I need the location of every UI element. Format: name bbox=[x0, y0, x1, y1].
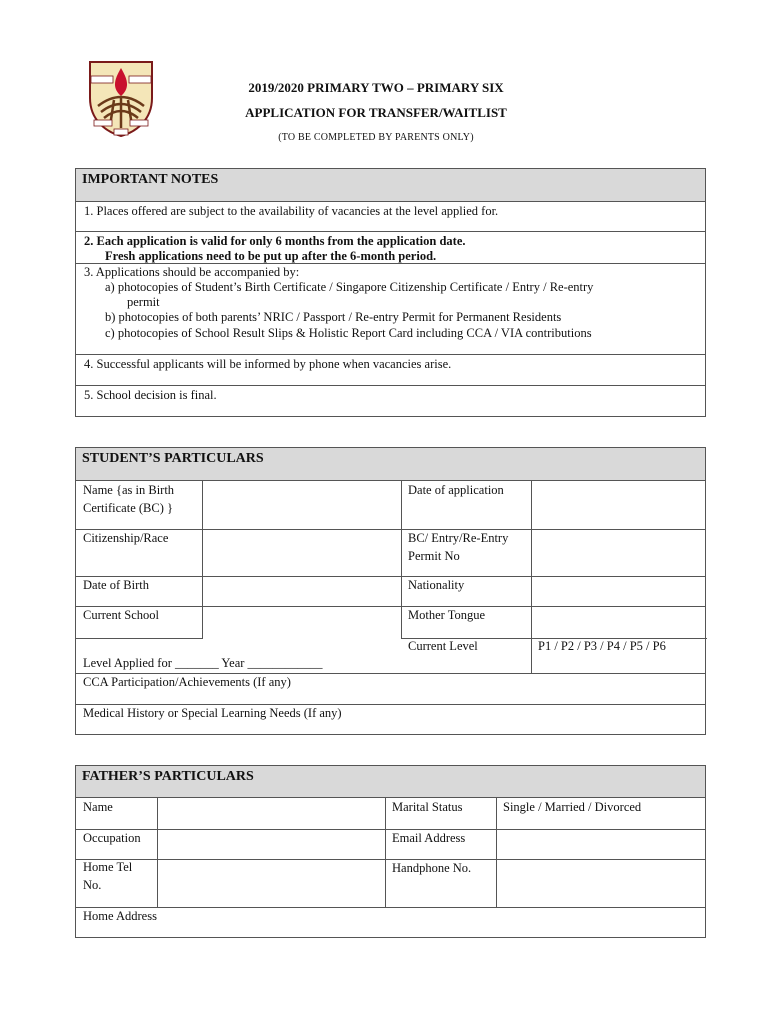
note-3: 3. Applications should be accompanied by: bbox=[84, 265, 300, 279]
marital-status-label: Marital Status bbox=[392, 800, 463, 814]
student-name-label: Name {as in Birth Certificate (BC) } bbox=[83, 483, 175, 515]
mother-tongue-input[interactable] bbox=[532, 607, 706, 638]
note-2: 2. Each application is valid for only 6 months from the application date. bbox=[84, 234, 466, 248]
occupation-label: Occupation bbox=[83, 831, 141, 845]
form-title-line2: APPLICATION FOR TRANSFER/WAITLIST bbox=[245, 105, 507, 120]
marital-status-options[interactable]: Single / Married / Divorced bbox=[503, 800, 642, 814]
date-of-application-input[interactable] bbox=[532, 481, 706, 529]
current-school-input[interactable] bbox=[203, 607, 401, 638]
note-3a: a) photocopies of Student’s Birth Certificate / Singapore Citizenship Certificate / Entry / Re-entry bbox=[105, 280, 594, 294]
form-subtitle: (TO BE COMPLETED BY PARENTS ONLY) bbox=[278, 132, 474, 143]
home-tel-input[interactable] bbox=[158, 860, 385, 907]
current-level-label: Current Level bbox=[408, 639, 478, 653]
note-2-cont: Fresh applications need to be put up after the 6-month period. bbox=[105, 249, 437, 263]
note-5: 5. School decision is final. bbox=[84, 388, 217, 402]
important-notes-title: IMPORTANT NOTES bbox=[76, 169, 705, 202]
nationality-label: Nationality bbox=[408, 578, 465, 592]
form-title-line1: 2019/2020 PRIMARY TWO – PRIMARY SIX bbox=[248, 80, 504, 95]
date-of-application-label: Date of application bbox=[408, 483, 504, 497]
father-name-input[interactable] bbox=[158, 799, 385, 829]
citizenship-race-input[interactable] bbox=[203, 530, 401, 576]
note-3b: b) photocopies of both parents’ NRIC / Passport / Re-entry Permit for Permanent Residents bbox=[105, 310, 562, 324]
nationality-input[interactable] bbox=[532, 577, 706, 606]
bc-permit-label: BC/ Entry/Re-Entry Permit No bbox=[408, 531, 509, 563]
citizenship-race-label: Citizenship/Race bbox=[83, 531, 169, 545]
current-level-options[interactable]: P1 / P2 / P3 / P4 / P5 / P6 bbox=[538, 639, 666, 653]
father-particulars-title: FATHER’S PARTICULARS bbox=[76, 766, 705, 798]
father-name-label: Name bbox=[83, 800, 113, 814]
level-applied-for[interactable]: Level Applied for _______ Year ____________ bbox=[83, 656, 323, 670]
date-of-birth-label: Date of Birth bbox=[83, 578, 149, 592]
bc-permit-input[interactable] bbox=[532, 530, 706, 576]
student-particulars-section bbox=[75, 447, 706, 735]
important-notes-section bbox=[75, 168, 706, 417]
note-1: 1. Places offered are subject to the availability of vacancies at the level applied for. bbox=[84, 204, 499, 218]
occupation-input[interactable] bbox=[158, 830, 385, 859]
date-of-birth-input[interactable] bbox=[203, 577, 401, 606]
handphone-label: Handphone No. bbox=[392, 861, 472, 875]
home-tel-label: Home Tel No. bbox=[83, 860, 133, 892]
cca-participation-label: CCA Participation/Achievements (If any) bbox=[83, 675, 291, 689]
current-school-label: Current School bbox=[83, 608, 160, 622]
medical-history-label: Medical History or Special Learning Needs (If any) bbox=[83, 706, 342, 720]
school-crest-logo bbox=[86, 58, 156, 138]
student-name-input[interactable] bbox=[203, 481, 401, 529]
handphone-input[interactable] bbox=[497, 860, 706, 907]
email-address-input[interactable] bbox=[497, 830, 706, 859]
email-address-label: Email Address bbox=[392, 831, 466, 845]
note-4: 4. Successful applicants will be informed by phone when vacancies arise. bbox=[84, 357, 452, 371]
note-3c: c) photocopies of School Result Slips & Holistic Report Card including CCA / VIA contributions bbox=[105, 326, 592, 340]
note-3a-cont: permit bbox=[127, 295, 160, 309]
student-particulars-title: STUDENT’S PARTICULARS bbox=[76, 448, 705, 481]
mother-tongue-label: Mother Tongue bbox=[408, 608, 486, 622]
home-address-label: Home Address bbox=[83, 909, 157, 923]
father-particulars-section bbox=[75, 765, 706, 938]
